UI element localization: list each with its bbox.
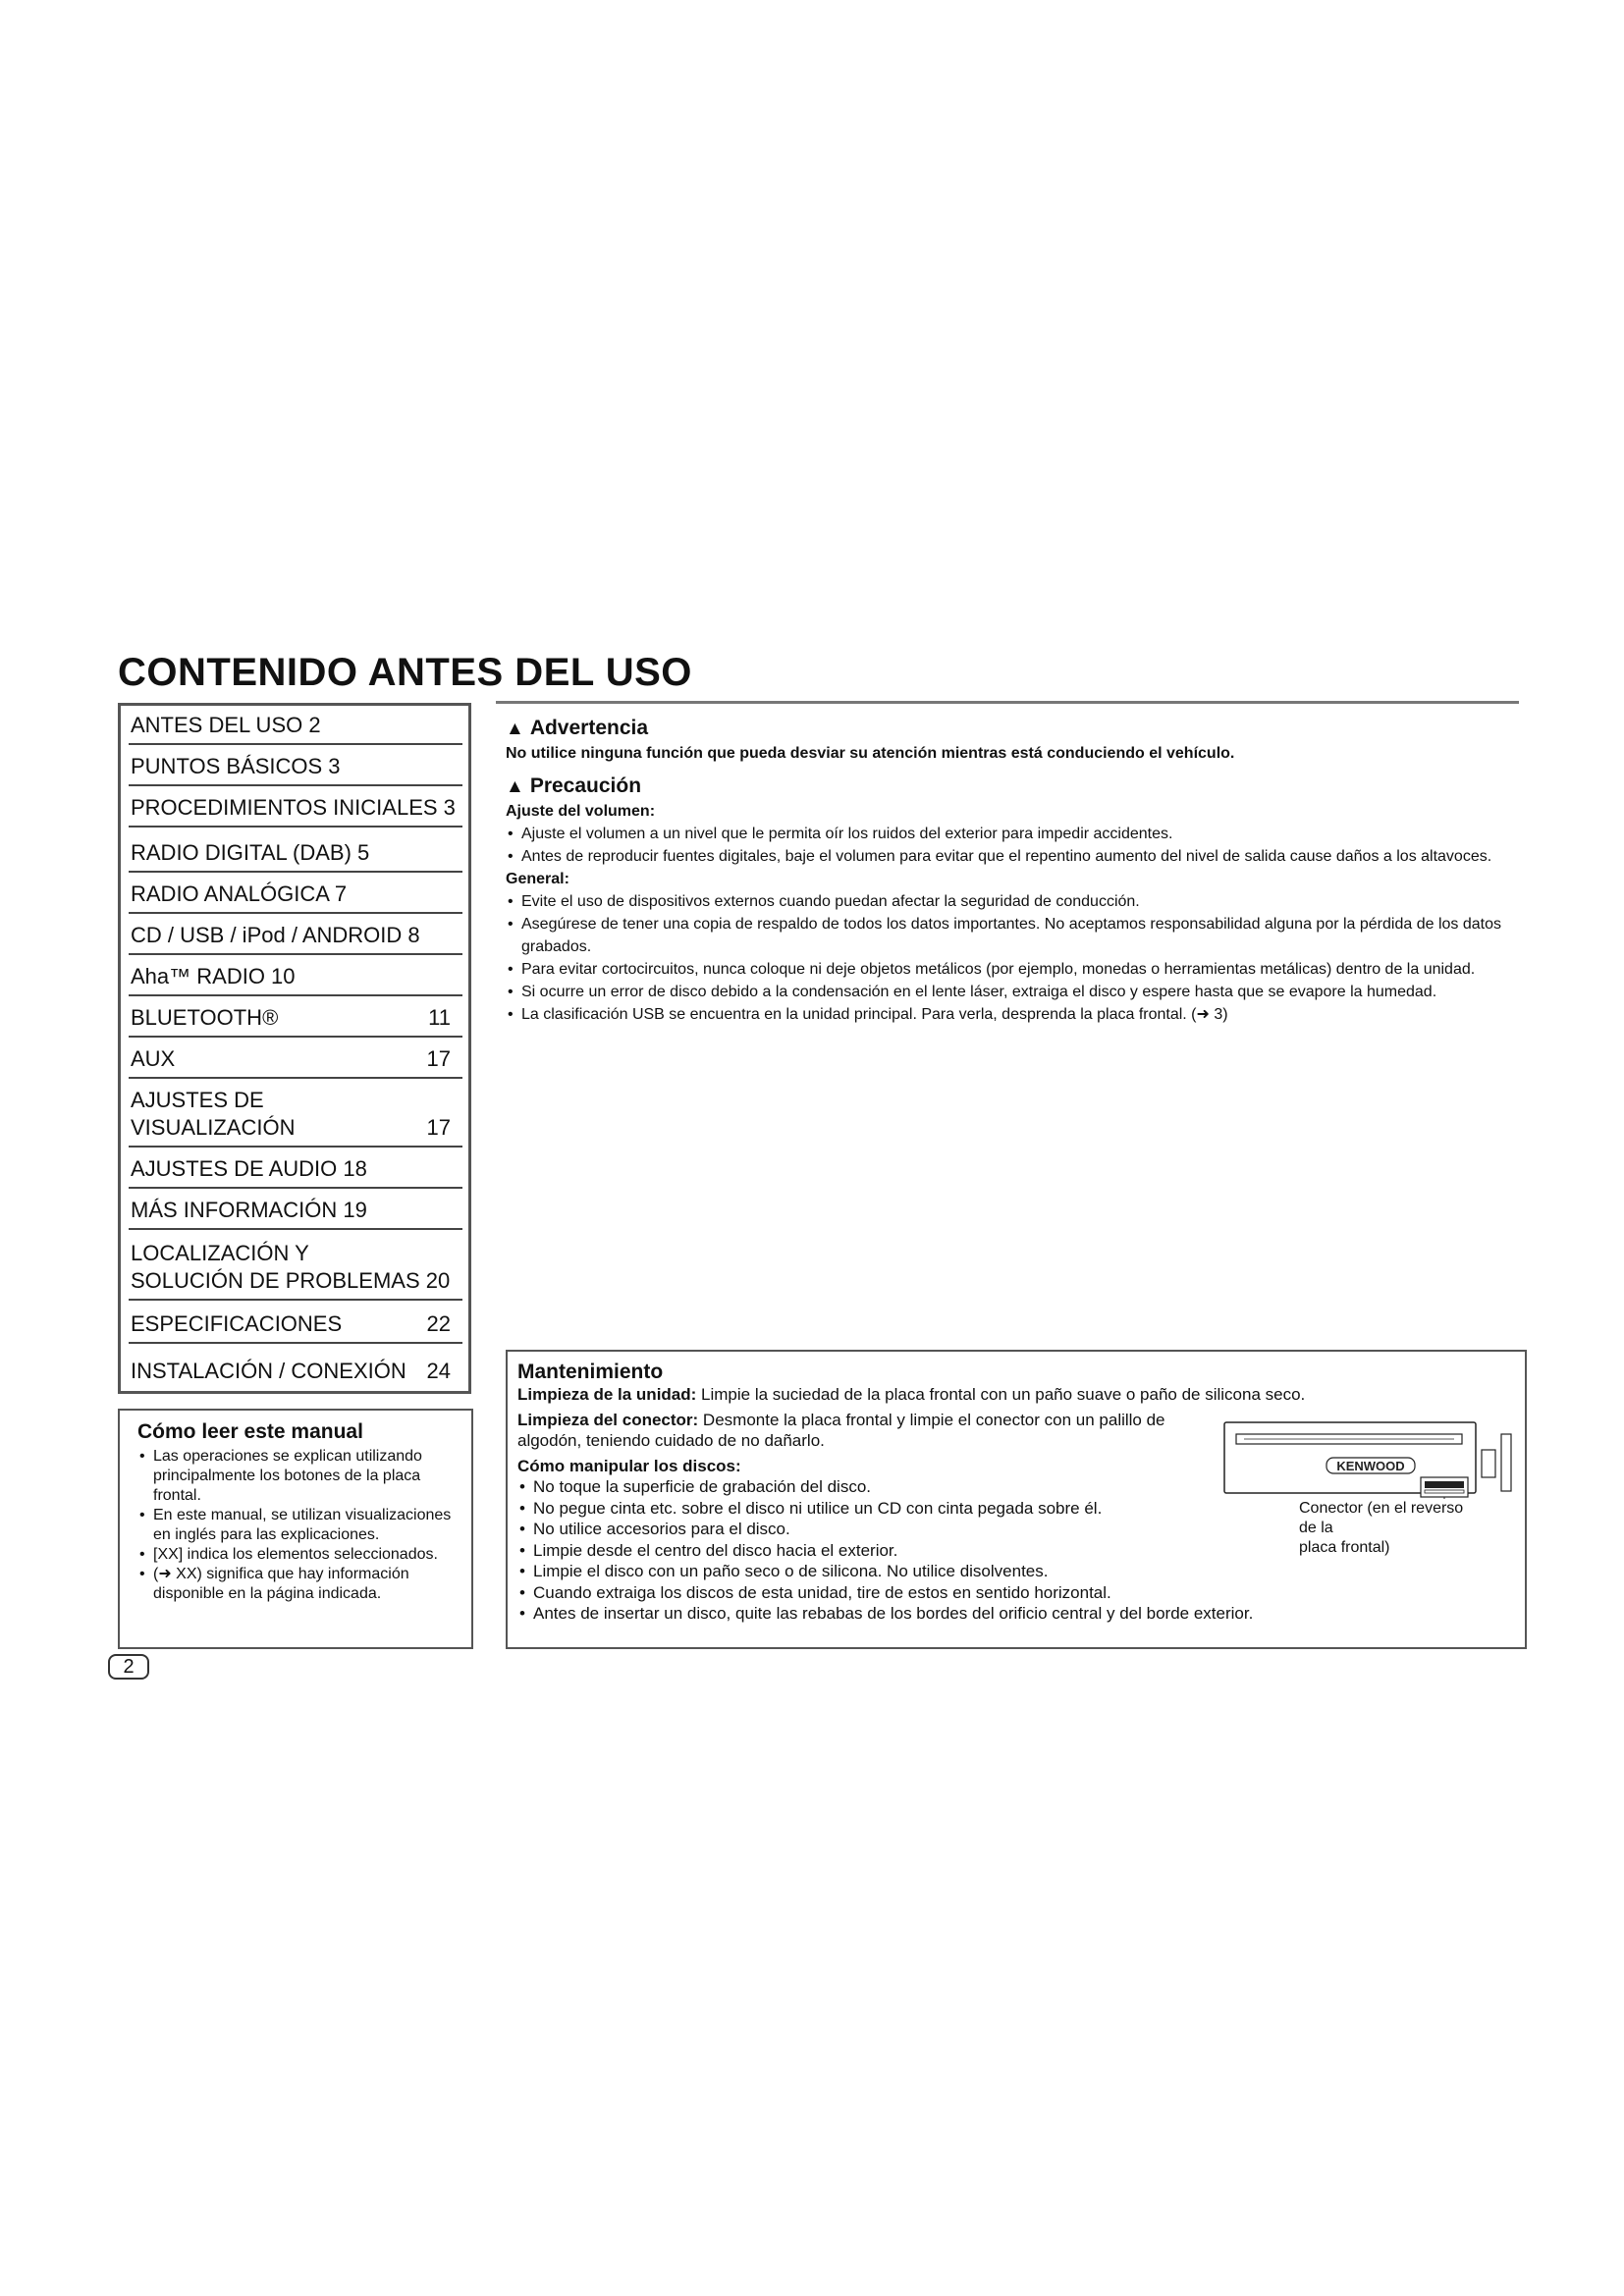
list-item: • Para evitar cortocircuitos, nunca coloque ni deje objetos metálicos (por ejemplo, monedas o herramientas metálicas) dentro de la unidad. [506, 958, 1527, 981]
toc-item[interactable]: AUX 17 [129, 1038, 462, 1079]
toc-item[interactable]: BLUETOOTH® 11 [129, 996, 462, 1038]
toc-item[interactable]: ANTES DEL USO 2 [129, 706, 462, 745]
toc-item[interactable]: ESPECIFICACIONES 22 [129, 1301, 462, 1344]
list-item: • Asegúrese de tener una copia de respaldo de todos los datos importantes. No aceptamos responsabilidad alguna por la pérdida de los datos grabados. [506, 913, 1527, 958]
toc-item[interactable]: AJUSTES DE AUDIO 18 [129, 1148, 462, 1189]
list-item: • Evite el uso de dispositivos externos cuando puedan afectar la seguridad de conducción. [506, 890, 1527, 913]
connector-caption: Conector (en el reverso de la placa frontal) [1299, 1500, 1464, 1556]
conector-paragraph: Limpieza del conector: Desmonte la placa frontal y limpie el conector con un palillo de algodón, teniendo cuidado de no dañarlo. [517, 1410, 1165, 1450]
page-title: CONTENIDO ANTES DEL USO [118, 651, 692, 694]
precaucion-heading: ▲ Precaución [506, 774, 642, 797]
faceplate-figure [1220, 1420, 1515, 1558]
list-item: • No utilice accesorios para el disco. [517, 1519, 1515, 1540]
list-item: • Ajuste el volumen a un nivel que le permita oír los ruidos del exterior para impedir accidentes. [506, 823, 1527, 845]
list-item: • Limpie el disco con un paño seco o de silicona. No utilice disolventes. [517, 1561, 1515, 1582]
table-of-contents [118, 703, 471, 1394]
list-item: • En este manual, se utilizan visualizaciones en inglés para las explicaciones. [139, 1506, 461, 1545]
volumen-list [506, 823, 1527, 868]
maintenance-title: Mantenimiento [517, 1361, 664, 1383]
toc-item[interactable]: LOCALIZACIÓN Y SOLUCIÓN DE PROBLEMAS 20 [129, 1230, 462, 1301]
toc-item[interactable]: RADIO ANALÓGICA 7 [129, 873, 462, 914]
unidad-paragraph: Limpieza de la unidad: Limpie la suciedad de la placa frontal con un paño suave o paño de silicona seco. [517, 1385, 1306, 1404]
advertencia-text: No utilice ninguna función que pueda desviar su atención mientras está conduciendo el vehículo. [506, 745, 1235, 762]
toc-item[interactable]: Aha™ RADIO 10 [129, 955, 462, 996]
list-item: • Antes de reproducir fuentes digitales, baje el volumen para evitar que el repentino aumento del nivel de salida cause daños a los altavoces. [506, 845, 1527, 868]
list-item: • Antes de insertar un disco, quite las rebabas de los bordes del orificio central y del borde exterior. [517, 1603, 1515, 1625]
warning-icon: ▲ [506, 776, 524, 797]
how-to-read-title: Cómo leer este manual [137, 1420, 363, 1443]
brand-logo: KENWOOD [1336, 1459, 1405, 1473]
maintenance-box [506, 1350, 1527, 1649]
general-list [506, 890, 1527, 1026]
faceplate-drawing [1220, 1420, 1515, 1499]
title-rule [496, 701, 1519, 704]
list-item: • No pegue cinta etc. sobre el disco ni utilice un CD con cinta pegada sobre él. [517, 1498, 1515, 1520]
advertencia-heading: ▲ Advertencia [506, 717, 649, 739]
page-number: 2 [108, 1654, 149, 1680]
list-item: • No toque la superficie de grabación del disco. [517, 1476, 1515, 1498]
toc-item[interactable]: CD / USB / iPod / ANDROID 8 [129, 914, 462, 955]
how-to-read-box [118, 1409, 473, 1649]
warnings-section [506, 715, 1527, 1026]
list-item: • Las operaciones se explican utilizando principalmente los botones de la placa frontal. [139, 1447, 461, 1506]
toc-item[interactable]: RADIO DIGITAL (DAB) 5 [129, 828, 462, 873]
discos-label: Cómo manipular los discos: [517, 1456, 741, 1475]
list-item: • La clasificación USB se encuentra en la unidad principal. Para verla, desprenda la placa frontal. (➜ 3) [506, 1003, 1527, 1026]
how-to-read-list [130, 1447, 461, 1604]
toc-item[interactable]: PROCEDIMIENTOS INICIALES 3 [129, 786, 462, 828]
toc-item[interactable]: INSTALACIÓN / CONEXIÓN 24 [131, 1359, 451, 1383]
list-item: • [XX] indica los elementos seleccionados. [139, 1545, 461, 1565]
warning-icon: ▲ [506, 719, 524, 739]
volumen-label: Ajuste del volumen: [506, 803, 656, 820]
toc-item[interactable]: AJUSTES DE VISUALIZACIÓN 17 [129, 1079, 462, 1148]
list-item: • (➜ XX) significa que hay información disponible en la página indicada. [139, 1565, 461, 1604]
general-label: General: [506, 871, 569, 887]
list-item: • Si ocurre un error de disco debido a la condensación en el lente láser, extraiga el disco y espere hasta que se evapore la humedad. [506, 981, 1527, 1003]
toc-item[interactable]: PUNTOS BÁSICOS 3 [129, 745, 462, 786]
toc-item[interactable]: MÁS INFORMACIÓN 19 [129, 1189, 462, 1230]
list-item: • Limpie desde el centro del disco hacia el exterior. [517, 1540, 1515, 1562]
list-item: • Cuando extraiga los discos de esta unidad, tire de estos en sentido horizontal. [517, 1582, 1515, 1604]
